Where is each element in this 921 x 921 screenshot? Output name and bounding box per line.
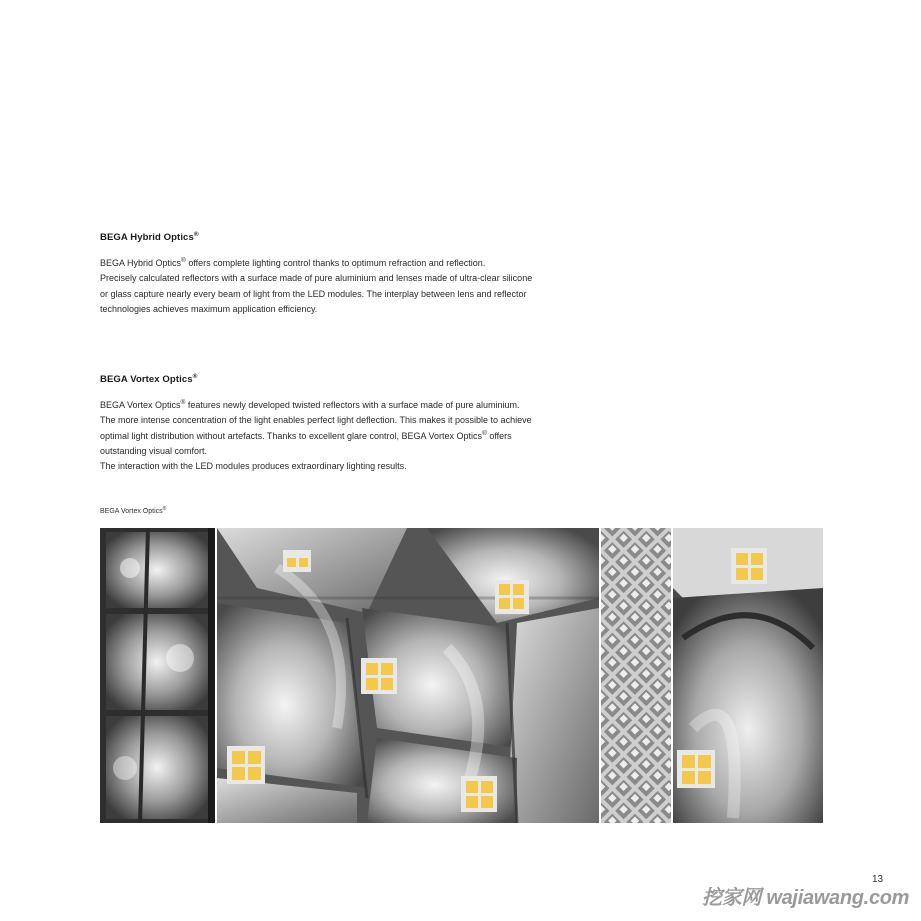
body-line: technologies achieves maximum application efficiency. — [100, 303, 318, 314]
hybrid-optics-body — [100, 256, 590, 317]
vortex-reflector-photo — [217, 528, 599, 823]
body-line: or glass capture nearly every beam of light from the LED modules. The interplay between lens and reflector — [100, 288, 527, 299]
hybrid-optics-heading: BEGA Hybrid Optics® — [100, 231, 199, 243]
led-module — [731, 548, 767, 584]
photo-caption: BEGA Vortex Optics® — [100, 506, 167, 515]
led-module — [227, 746, 265, 784]
vortex-optics-heading: BEGA Vortex Optics® — [100, 373, 198, 385]
body-line: BEGA Hybrid Optics® offers complete lighting control thanks to optimum refraction and reflection. — [100, 257, 486, 268]
vortex-optics-section — [100, 374, 590, 474]
body-line: outstanding visual comfort. — [100, 445, 208, 456]
led-module — [495, 580, 529, 614]
reflector-closeup-photo — [673, 528, 823, 823]
body-line: The interaction with the LED modules produces extraordinary lighting results. — [100, 461, 407, 472]
site-watermark: 挖家网 wajiawang.com — [702, 887, 910, 909]
body-line: Precisely calculated reflectors with a surface made of pure aluminium and lenses made of ultra-clear silicone — [100, 273, 533, 284]
body-line: BEGA Vortex Optics® features newly developed twisted reflectors with a surface made of pure aluminium. — [100, 399, 520, 410]
vortex-optics-body — [100, 398, 590, 474]
led-module — [283, 550, 311, 572]
led-module — [677, 750, 715, 788]
hybrid-optics-section — [100, 232, 590, 317]
lens-grid-photo — [100, 528, 215, 823]
lattice-detail-photo — [601, 528, 671, 823]
body-line: The more intense concentration of the light enables perfect light deflection. This makes it possible to achieve — [100, 415, 532, 426]
body-line: optimal light distribution without artefacts. Thanks to excellent glare control, BEGA Vortex Optics® offers — [100, 429, 512, 441]
led-module — [461, 776, 497, 812]
page-number: 13 — [872, 874, 884, 885]
led-module — [361, 658, 397, 694]
